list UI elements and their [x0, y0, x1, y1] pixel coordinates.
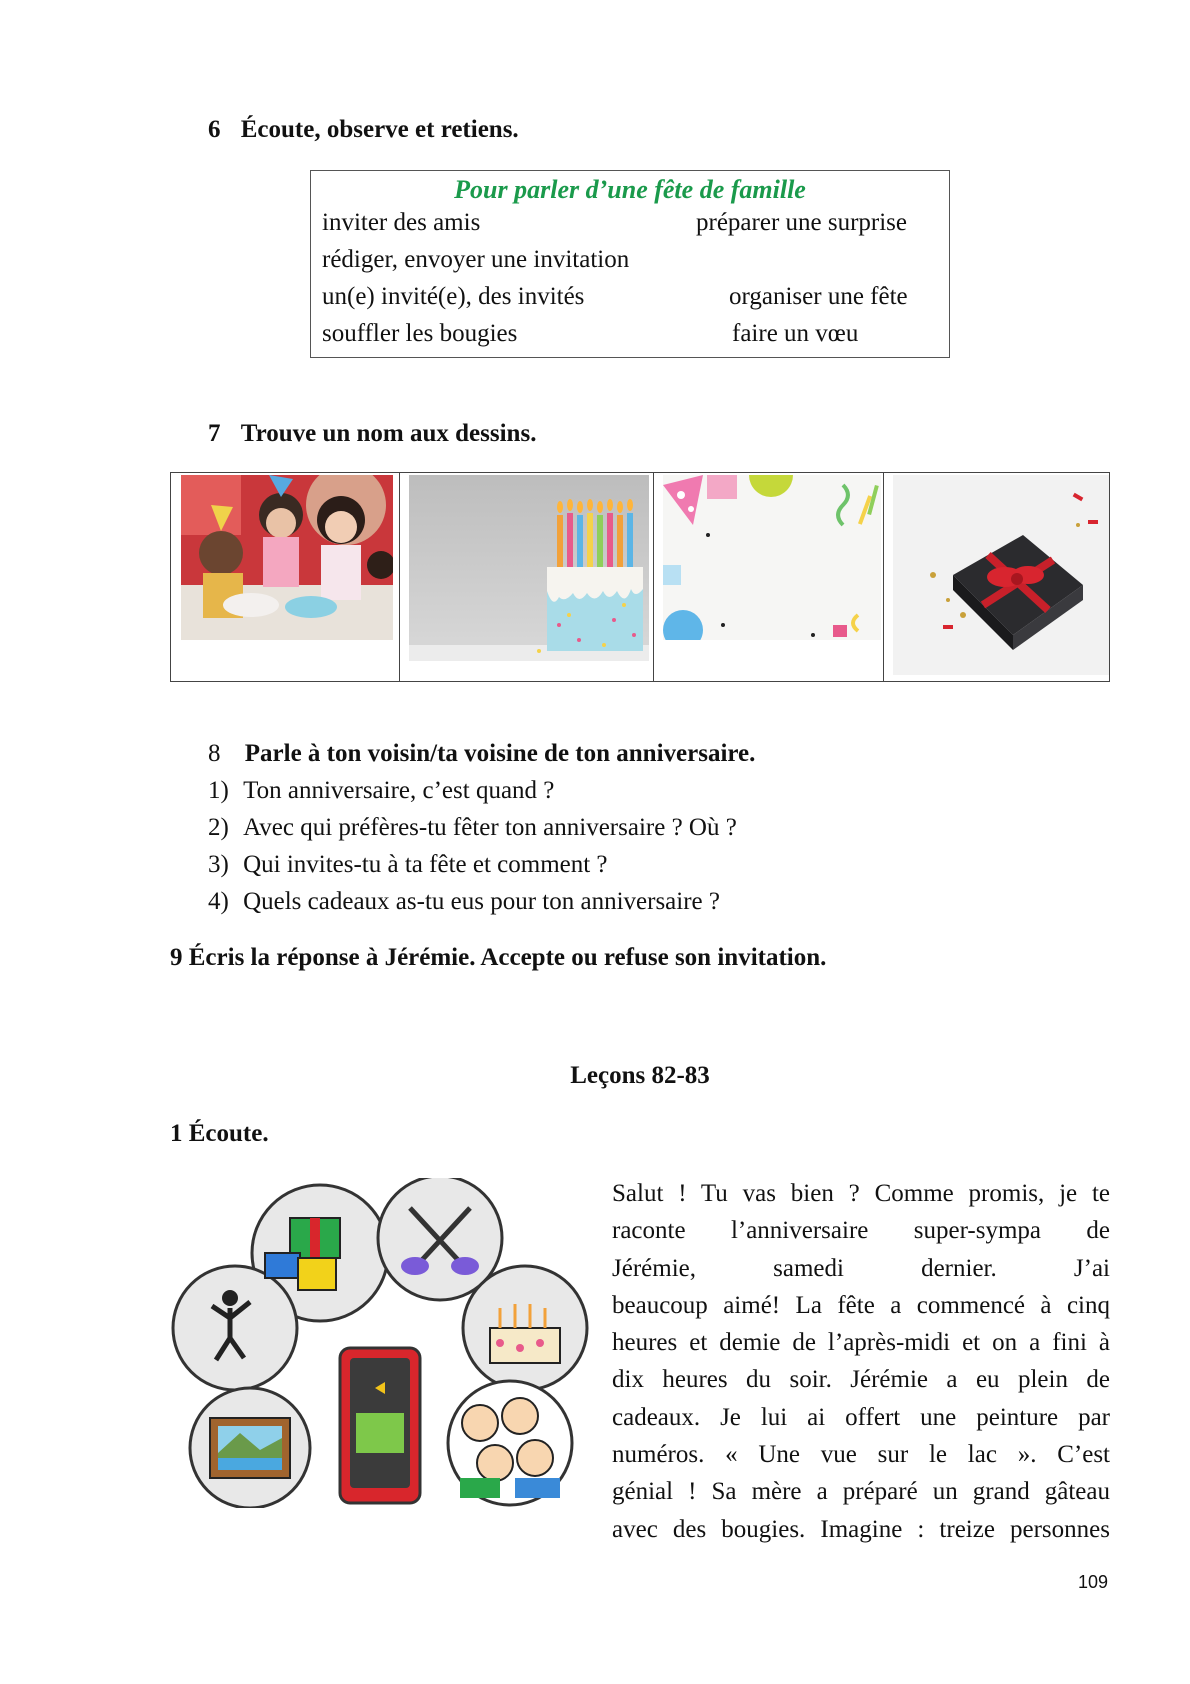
question-text: Quels cadeaux as-tu eus pour ton anniversaire ? [243, 888, 720, 915]
picture-cell [171, 473, 400, 681]
exercise-7-title: Trouve un nom aux dessins. [240, 420, 537, 447]
question-number: 4) [208, 888, 229, 915]
question-item [208, 777, 554, 805]
lesson-title: Leçons 82-83 [570, 1062, 710, 1089]
question-item [208, 814, 737, 842]
exercise-6-title: Écoute, observe et retiens. [240, 116, 519, 143]
picture-cell [653, 473, 884, 681]
reading-line: cadeaux. Je lui ai offert une peinture par [612, 1403, 1110, 1431]
question-number: 3) [208, 851, 229, 878]
vocabulary-box [310, 170, 950, 358]
reading-line: avec des bougies. Imagine : treize personnes [612, 1515, 1110, 1543]
exercise-7-number: 7 [208, 420, 221, 447]
exercise-1-heading: 1 Écoute. [170, 1120, 269, 1147]
page-number: 109 [1078, 1572, 1109, 1592]
party-decorations-photo [663, 475, 881, 640]
exercise-8-heading [208, 740, 755, 768]
listening-illustration [170, 1178, 590, 1508]
vocab-item: un(e) invité(e), des invités [322, 283, 585, 310]
reading-line: Jérémie, samedi dernier. J’ai [612, 1254, 1110, 1282]
question-text: Qui invites-tu à ta fête et comment ? [243, 851, 608, 878]
exercise-6-heading [208, 116, 519, 144]
picture-cell [399, 473, 654, 681]
vocab-item: faire un vœu [732, 320, 859, 347]
question-number: 2) [208, 814, 229, 841]
vocab-item: inviter des amis [322, 209, 481, 236]
picture-cell [883, 473, 1109, 681]
reading-line: heures et demie de l’après-midi et on a fini à [612, 1329, 1110, 1357]
question-number: 1) [208, 777, 229, 804]
exercise-8-title: Parle à ton voisin/ta voisine de ton anniversaire. [244, 740, 756, 767]
vocab-item: rédiger, envoyer une invitation [322, 246, 630, 273]
exercise-6-number: 6 [208, 116, 221, 143]
exercise-7-heading [208, 420, 536, 448]
vocab-item: préparer une surprise [696, 209, 908, 236]
reading-line: beaucoup aimé! La fête a commencé à cinq [612, 1291, 1110, 1319]
question-text: Avec qui préfères-tu fêter ton anniversaire ? Où ? [243, 814, 737, 841]
birthday-cake-candles-photo [409, 475, 649, 661]
question-text: Ton anniversaire, c’est quand ? [243, 777, 555, 804]
reading-line: Salut ! Tu vas bien ? Comme promis, je te [612, 1180, 1110, 1207]
gift-box-red-ribbon-photo [893, 475, 1109, 675]
vocabulary-title: Pour parler d’une fête de famille [454, 175, 806, 204]
vocab-item: organiser une fête [729, 283, 908, 310]
reading-line: numéros. « Une vue sur le lac ». C’est [612, 1441, 1110, 1469]
question-item [208, 888, 720, 916]
reading-passage [612, 1175, 1110, 1548]
children-birthday-party-photo [181, 475, 393, 640]
picture-table [170, 472, 1110, 682]
reading-line: dix heures du soir. Jérémie a eu plein de [612, 1366, 1110, 1394]
question-item [208, 851, 608, 879]
vocab-item: souffler les bougies [322, 320, 518, 347]
reading-line: génial ! Sa mère a préparé un grand gâteau [612, 1478, 1110, 1506]
exercise-8-number: 8 [208, 740, 221, 767]
reading-line: raconte l’anniversaire super-sympa de [612, 1217, 1110, 1245]
exercise-9-heading: 9 Écris la réponse à Jérémie. Accepte ou refuse son invitation. [170, 944, 827, 971]
